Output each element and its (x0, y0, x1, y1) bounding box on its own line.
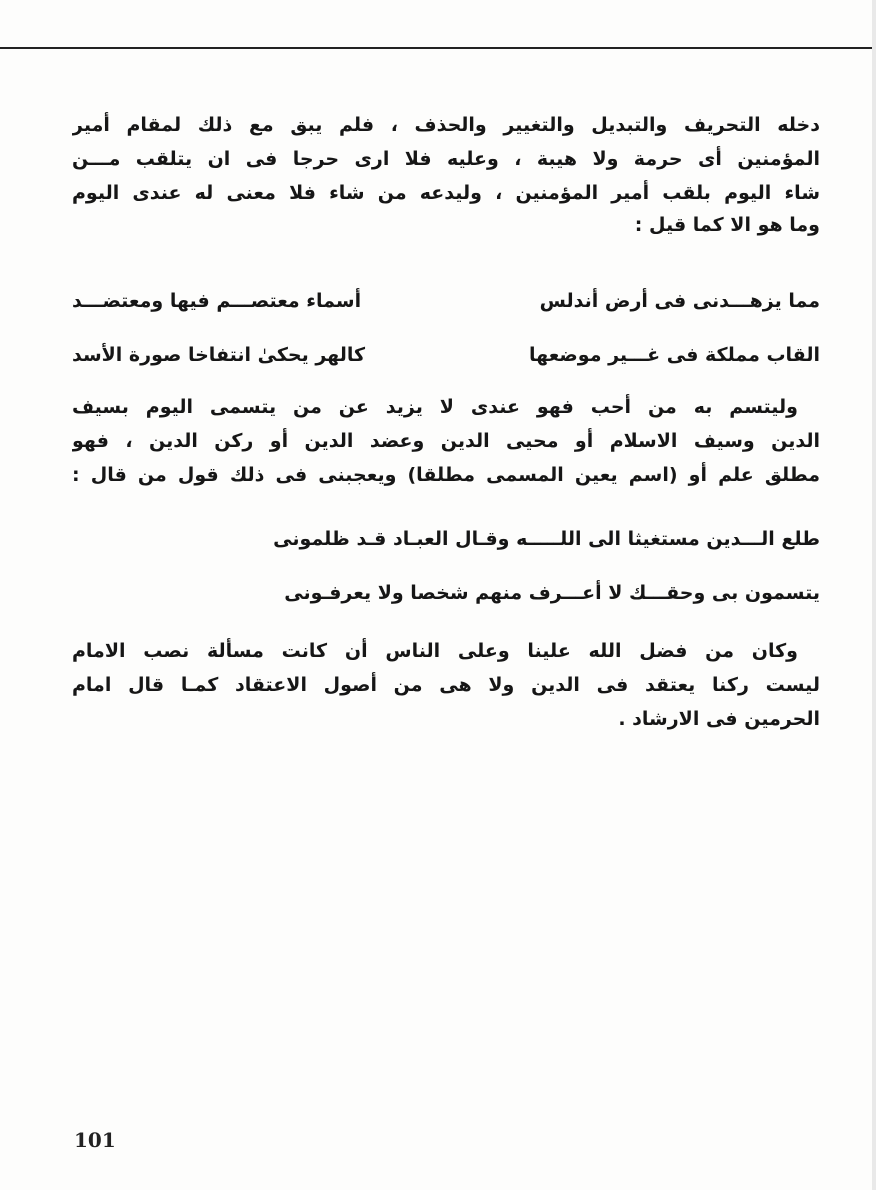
paragraph-line: وليتسم به من أحب فهو عندى لا يزيد عن من يتسمى اليوم بسيف (72, 396, 798, 418)
paragraph-line: المؤمنين أى حرمة ولا هيبة ، وعليه فلا ارى حرجا فى ان يتلقب مـــن (72, 148, 820, 170)
verse-hemistich: القاب مملكة فى غـــير موضعها (529, 344, 820, 366)
paragraph-line: ليست ركنا يعتقد فى الدين ولا هى من أصول الاعتقاد كمـا قال امام (72, 674, 820, 696)
verse-line: طلع الـــدين مستغيثا الى اللـــــه وقـال العبـاد قـد ظلمونى (273, 528, 820, 550)
paragraph-line: مطلق علم أو (اسم يعين المسمى مطلقا) ويعجبنى فى ذلك قول من قال : (72, 464, 820, 486)
header-rule (0, 47, 876, 49)
verse-1 (72, 274, 820, 382)
paragraph-1 (72, 108, 820, 240)
page-number: 101 (74, 1128, 116, 1152)
verse-line (72, 328, 820, 382)
verse-line (72, 274, 820, 328)
paragraph-2 (72, 390, 820, 492)
paragraph-line: وكان من فضل الله علينا وعلى الناس أن كانت مسألة نصب الامام (72, 640, 798, 662)
paragraph-line: وما هو الا كما قيل : (634, 214, 820, 236)
paragraph-line: الحرمين فى الارشاد . (618, 708, 820, 730)
verse-line: يتسمون بى وحقـــك لا أعـــرف منهم شخصا ولا يعرفـونى (284, 582, 820, 604)
paragraph-3 (72, 634, 820, 736)
page-edge-shadow (872, 0, 876, 1190)
verse-hemistich: أسماء معتصـــم فيها ومعتضـــد (72, 290, 362, 312)
verse-hemistich: كالهر يحكىٰ انتفاخا صورة الأسد (72, 344, 366, 366)
paragraph-line: دخله التحريف والتبديل والتغيير والحذف ، فلم يبق مع ذلك لمقام أمير (72, 114, 820, 136)
verse-hemistich: مما يزهـــدنى فى أرض أندلس (539, 290, 820, 312)
verse-2 (110, 512, 820, 620)
paragraph-line: شاء اليوم بلقب أمير المؤمنين ، وليدعه من شاء فلا معنى له عندى اليوم (72, 182, 820, 204)
paragraph-line: الدين وسيف الاسلام أو محيى الدين وعضد الدين أو ركن الدين ، فهو (72, 430, 820, 452)
